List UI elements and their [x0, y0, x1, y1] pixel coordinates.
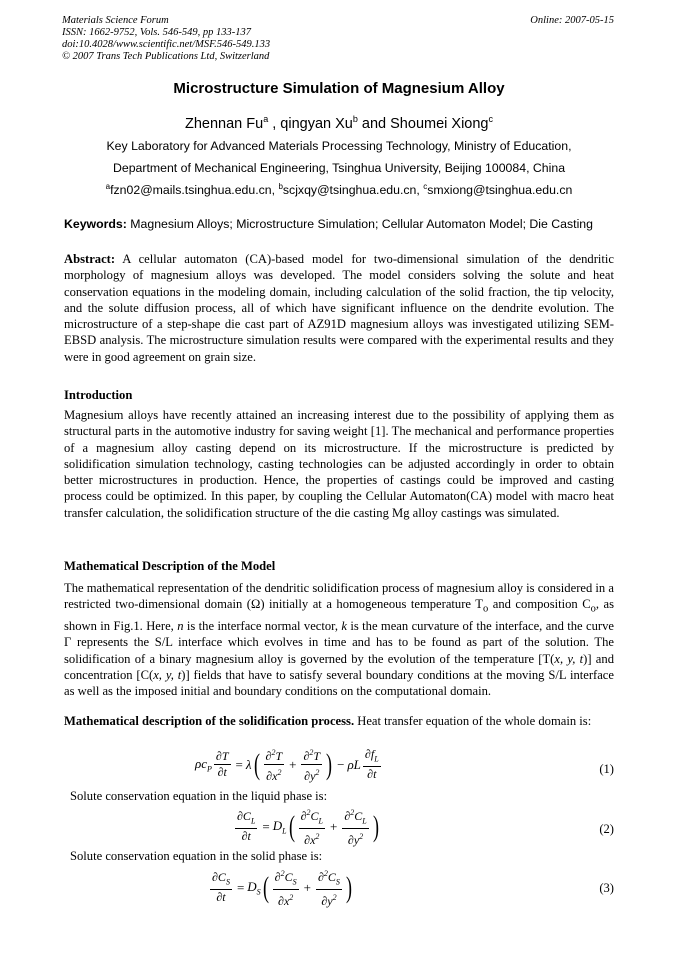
- author-3-mark: c: [488, 114, 493, 124]
- email-a: fzn02@mails.tsinghua.edu.cn,: [110, 183, 279, 197]
- temperature-args: x, y, t: [554, 651, 584, 666]
- solidification-heading: Mathematical description of the solidification process.: [64, 714, 355, 728]
- email-line: [0, 182, 678, 197]
- journal-name: Materials Science Forum: [62, 15, 169, 26]
- author-2-mark: b: [352, 114, 358, 124]
- equation-2-number: (2): [599, 822, 614, 836]
- solute-solid-label: Solute conservation equation in the solid phase is:: [70, 849, 323, 863]
- abstract-text: A cellular automaton (CA)-based model for two-dimensional simulation of the dendritic morphology of magnesium alloys was developed. The model considers solving the solute and heat conservation equations in the modeling domain, including calculation of the solid fraction, the tip velocity, and the solute diffusion process, all of which have significant influence on the dendrite evolution. The microstructure of a step-shape die cast part of AZ91D magnesium alloys was investigated utilizing SEM-EBSD analysis. The microstructure simulation results were compared with the experimental results and they were in good agreement on grain size.: [64, 252, 614, 364]
- solute-liquid-label: Solute conservation equation in the liquid phase is:: [70, 789, 328, 803]
- author-line: [0, 114, 678, 132]
- author-1-mark: a: [263, 114, 269, 124]
- section-heading-introduction: Introduction: [64, 388, 133, 402]
- c-sub: o: [590, 603, 596, 615]
- solidification-text: Heat transfer equation of the whole domain is:: [354, 714, 592, 728]
- math-text-6: )] and concentration [C(: [64, 651, 614, 682]
- doi-line: doi:10.4028/www.scientific.net/MSF.546-549.133: [62, 39, 271, 50]
- author-1: Zhennan Fu: [185, 116, 264, 132]
- keywords-text: Magnesium Alloys; Microstructure Simulation; Cellular Automaton Model; Die Casting: [126, 217, 593, 231]
- issn-line: ISSN: 1662-9752, Vols. 546-549, pp 133-137: [62, 27, 251, 38]
- t-sub: o: [482, 603, 489, 615]
- equation-3: $\frac{\partial C_S}{\partial t}$ = $D_S$ ( $\frac{\partial^2C_S}{\partial x^2}$ + $\frac{\partial^2C_S}{\partial y^2}$ ): [208, 866, 354, 909]
- email-a-mark: a: [105, 182, 111, 191]
- email-c-mark: c: [423, 182, 428, 191]
- math-paragraph: [64, 580, 614, 700]
- copyright-line: © 2007 Trans Tech Publications Ltd, Switzerland: [62, 51, 270, 62]
- online-date: Online: 2007-05-15: [530, 15, 614, 26]
- paper-title: Microstructure Simulation of Magnesium Alloy: [173, 80, 505, 97]
- equation-3-number: (3): [599, 881, 614, 895]
- affiliation-line-2: Department of Mechanical Engineering, Tsinghua University, Beijing 100084, China: [112, 161, 566, 175]
- author-2: , qingyan Xu: [268, 116, 353, 132]
- equation-1-number: (1): [599, 762, 614, 776]
- equation-1: $\rho c_P$ $\frac{\partial T}{\partial t}$ = λ ( $\frac{\partial^2T}{\partial x^2}$ + $\frac{\partial^2T}{\partial y^2}$ ) − ρL $\frac{\partial f_L}{\partial t}$: [195, 746, 379, 783]
- email-b: scjxqy@tsinghua.edu.cn,: [282, 183, 424, 197]
- keywords: [64, 217, 593, 231]
- math-text-3: , as shown in Fig.1. Here,: [64, 597, 615, 634]
- solidification-paragraph: [64, 713, 614, 729]
- abstract-label: Abstract:: [64, 252, 116, 266]
- abstract: [64, 251, 614, 365]
- email-c: smxiong@tsinghua.edu.cn: [427, 183, 573, 197]
- keywords-label: Keywords:: [64, 217, 127, 231]
- math-text-4: is the interface normal vector,: [183, 619, 342, 634]
- math-text-5: is the mean curvature of the interface, and the curve Γ represents the S/L interface which evolves in time and has to be found as part of the solution. The solidification of a binary magnesium alloy is governed by the evolution of the temperature [T(: [64, 619, 614, 666]
- introduction-text: Magnesium alloys have recently attained an increasing interest due to the possibility of applying them as structural parts in the automotive industry for saving weight [1]. The mechanical and performance properties of a magnesium alloy casting depend on its microstructure. If the microstructure is predicted by solidification simulation technology, casting technologies can be adjusted accordingly in order to obtain better microstructures in production. Hence, the properties of castings could be improved and casting process could be optimized. In this paper, by coupling the Cellular Automaton(CA) model with macro heat transfer calculation, the solidification structure of the die casting Mg alloy castings was simulated.: [64, 408, 614, 520]
- normal-vector-symbol: n: [177, 619, 184, 634]
- journal-header: [62, 15, 270, 63]
- affiliation-line-1: Key Laboratory for Advanced Materials Processing Technology, Ministry of Education,: [106, 139, 572, 153]
- math-text-7: )] fields that have to satisfy several boundary conditions at the moving S/L interface as well as the imposed initial and boundary conditions on the computational domain.: [64, 668, 614, 699]
- curvature-symbol: k: [341, 619, 347, 634]
- math-text-2: and composition C: [488, 597, 591, 612]
- concentration-args: x, y, t: [153, 668, 182, 682]
- equation-2: $\frac{\partial C_L}{\partial t}$ = $D_L$ ( $\frac{\partial^2C_L}{\partial x^2}$ + $\frac{\partial^2C_L}{\partial y^2}$ ): [233, 805, 381, 848]
- email-b-mark: b: [278, 182, 283, 191]
- math-text-1: The mathematical representation of the dendritic solidification process of magnesium alloy is considered in a restricted two-dimensional domain (Ω) initially at a homogeneous temperature T: [64, 581, 614, 612]
- author-3: and Shoumei Xiong: [357, 116, 489, 132]
- section-heading-math: Mathematical Description of the Model: [64, 559, 276, 573]
